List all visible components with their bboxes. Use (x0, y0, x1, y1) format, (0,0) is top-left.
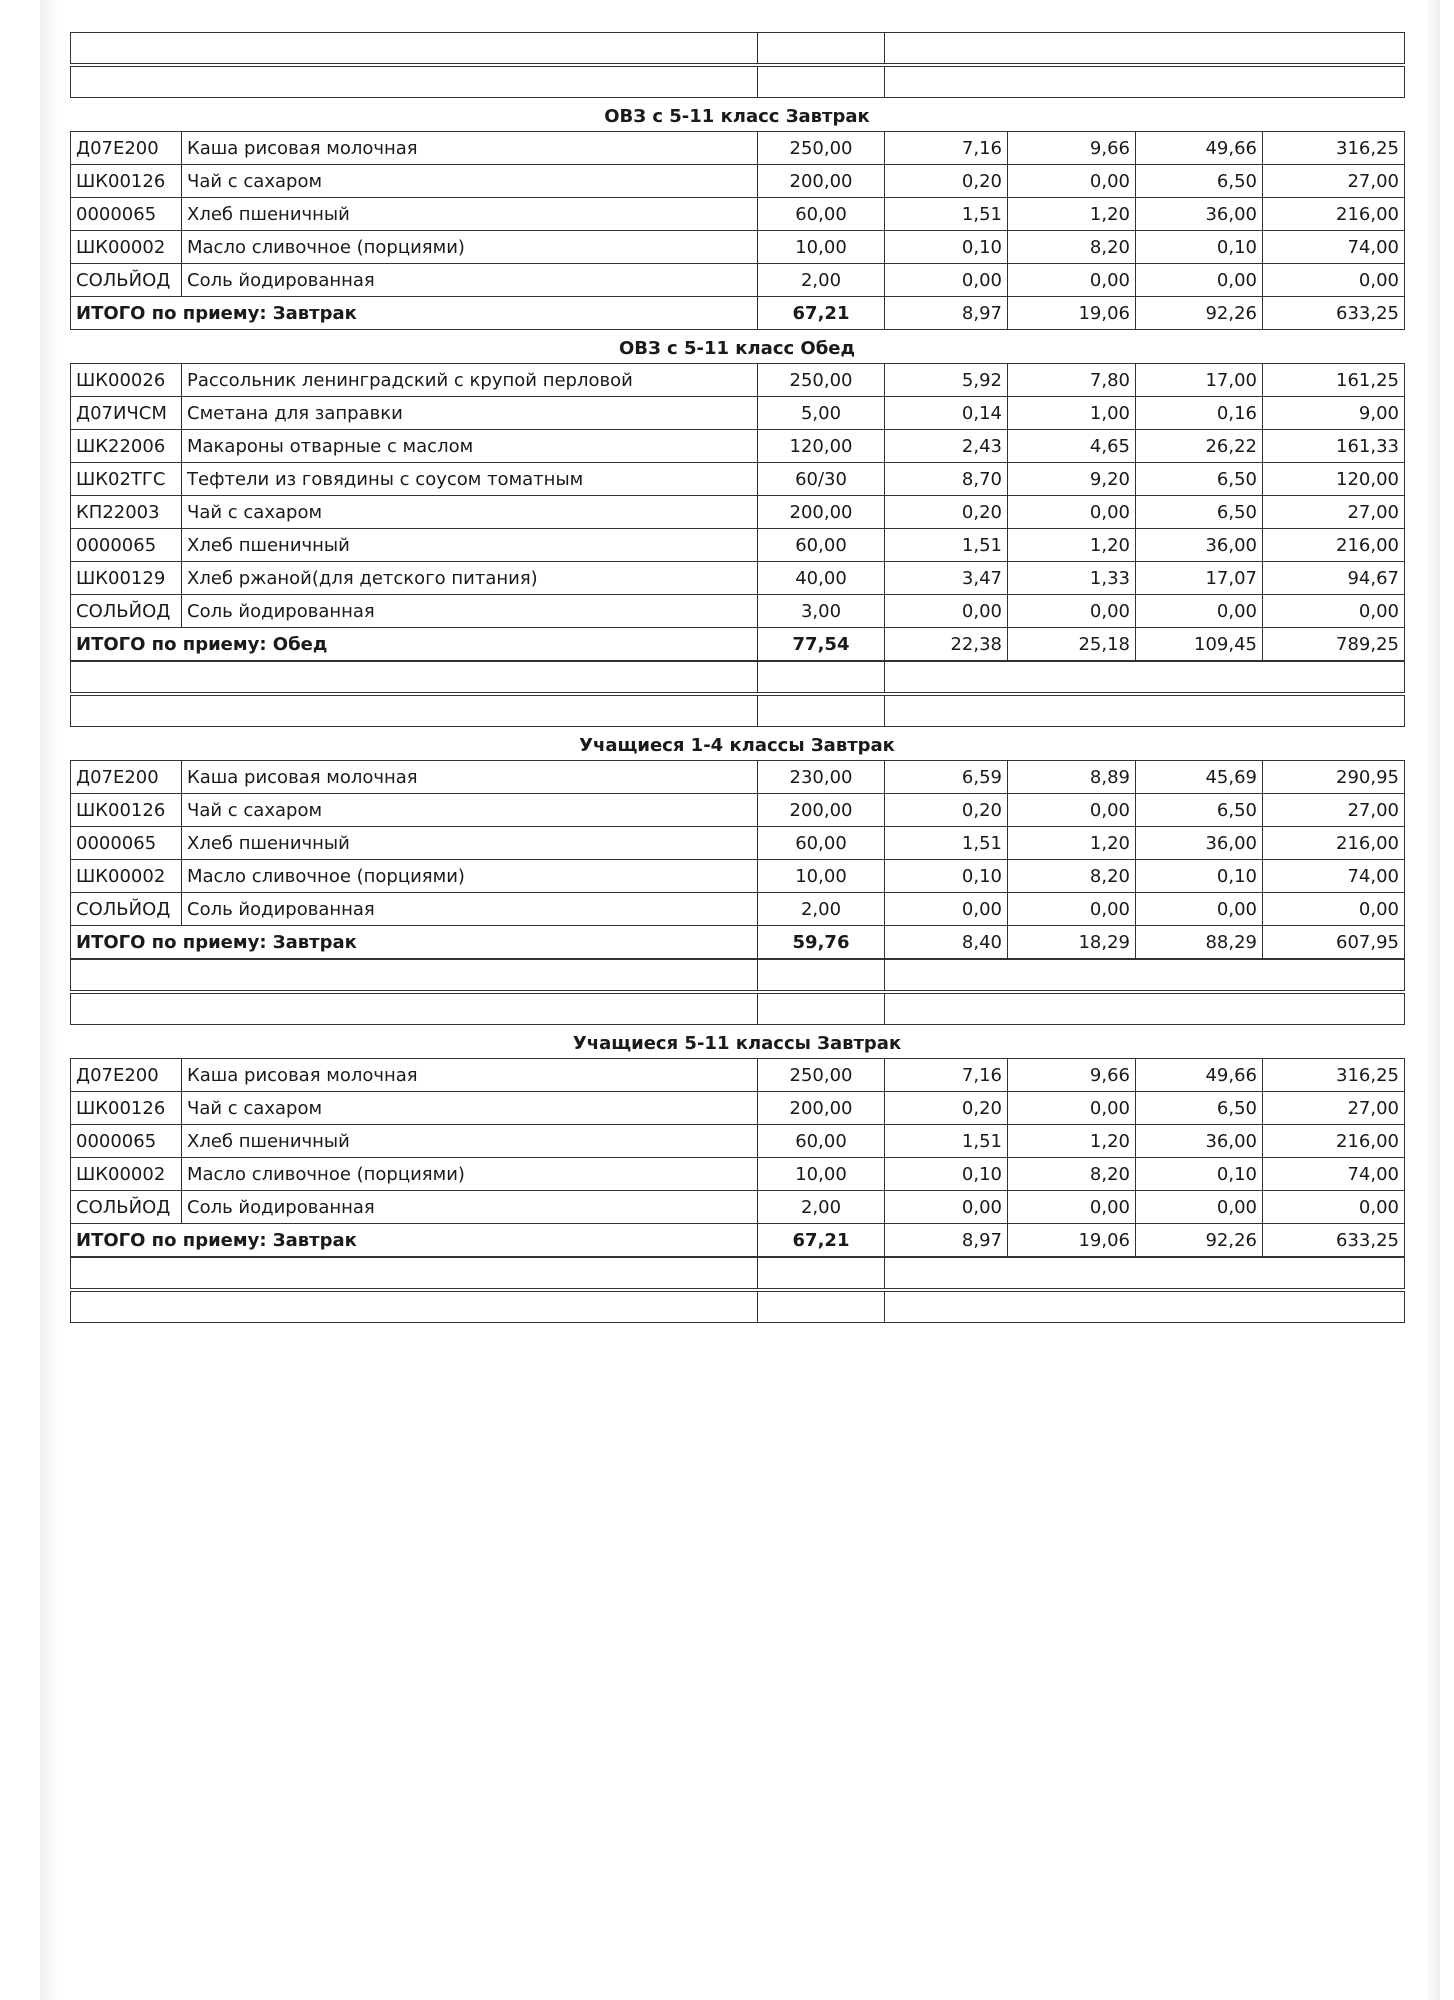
item-carbs: 45,69 (1136, 761, 1263, 794)
item-proteins: 0,10 (885, 1158, 1008, 1191)
item-quantity: 200,00 (758, 794, 885, 827)
section-table (70, 363, 1405, 661)
item-carbs: 0,00 (1136, 893, 1263, 926)
item-code: Д07Е200 (71, 1059, 182, 1092)
item-proteins: 0,20 (885, 794, 1008, 827)
table-row (71, 231, 1405, 264)
item-quantity: 250,00 (758, 364, 885, 397)
item-quantity: 2,00 (758, 264, 885, 297)
item-fats: 7,80 (1008, 364, 1136, 397)
item-fats: 8,89 (1008, 761, 1136, 794)
table-row (71, 1092, 1405, 1125)
item-carbs: 0,10 (1136, 231, 1263, 264)
item-energy: 216,00 (1263, 1125, 1405, 1158)
item-energy: 74,00 (1263, 860, 1405, 893)
section-table (70, 131, 1405, 330)
item-quantity: 10,00 (758, 860, 885, 893)
item-quantity: 60,00 (758, 529, 885, 562)
table-row (71, 794, 1405, 827)
table-row (71, 198, 1405, 231)
item-energy: 74,00 (1263, 231, 1405, 264)
item-code: ШК00002 (71, 1158, 182, 1191)
item-proteins: 0,14 (885, 397, 1008, 430)
item-quantity: 230,00 (758, 761, 885, 794)
item-energy: 0,00 (1263, 893, 1405, 926)
item-quantity: 200,00 (758, 496, 885, 529)
item-quantity: 2,00 (758, 1191, 885, 1224)
item-name: Хлеб ржаной(для детского питания) (182, 562, 758, 595)
item-carbs: 6,50 (1136, 463, 1263, 496)
total-fats: 18,29 (1008, 926, 1136, 959)
item-energy: 316,25 (1263, 1059, 1405, 1092)
item-energy: 0,00 (1263, 264, 1405, 297)
item-energy: 74,00 (1263, 1158, 1405, 1191)
item-carbs: 49,66 (1136, 132, 1263, 165)
menu-document (70, 32, 1404, 1323)
item-energy: 0,00 (1263, 1191, 1405, 1224)
item-fats: 1,20 (1008, 198, 1136, 231)
item-quantity: 250,00 (758, 132, 885, 165)
table-row (71, 1158, 1405, 1191)
item-code: Д07Е200 (71, 132, 182, 165)
item-code: СОЛЬЙОД (71, 264, 182, 297)
item-energy: 290,95 (1263, 761, 1405, 794)
blank-table (70, 959, 1405, 1025)
item-fats: 1,20 (1008, 529, 1136, 562)
item-name: Соль йодированная (182, 1191, 758, 1224)
total-row (71, 628, 1405, 661)
item-carbs: 17,07 (1136, 562, 1263, 595)
item-quantity: 200,00 (758, 1092, 885, 1125)
item-quantity: 250,00 (758, 1059, 885, 1092)
item-carbs: 26,22 (1136, 430, 1263, 463)
blank-table (70, 32, 1405, 98)
total-carbs: 92,26 (1136, 1224, 1263, 1257)
item-name: Масло сливочное (порциями) (182, 860, 758, 893)
item-proteins: 7,16 (885, 132, 1008, 165)
item-fats: 0,00 (1008, 264, 1136, 297)
item-code: ШК00129 (71, 562, 182, 595)
table-row (71, 595, 1405, 628)
item-name: Каша рисовая молочная (182, 1059, 758, 1092)
item-quantity: 60,00 (758, 827, 885, 860)
item-name: Хлеб пшеничный (182, 529, 758, 562)
item-code: ШК02ТГС (71, 463, 182, 496)
item-carbs: 36,00 (1136, 198, 1263, 231)
item-carbs: 6,50 (1136, 165, 1263, 198)
total-quantity: 77,54 (758, 628, 885, 661)
section-title: Учащиеся 1-4 классы Завтрак (579, 735, 895, 756)
table-row (71, 562, 1405, 595)
total-carbs: 92,26 (1136, 297, 1263, 330)
item-proteins: 7,16 (885, 1059, 1008, 1092)
item-carbs: 36,00 (1136, 529, 1263, 562)
total-quantity: 67,21 (758, 297, 885, 330)
item-fats: 9,66 (1008, 132, 1136, 165)
item-proteins: 0,00 (885, 595, 1008, 628)
item-code: ШК00002 (71, 231, 182, 264)
total-label: ИТОГО по приему: Завтрак (71, 297, 758, 330)
item-fats: 0,00 (1008, 1092, 1136, 1125)
item-carbs: 36,00 (1136, 1125, 1263, 1158)
item-name: Сметана для заправки (182, 397, 758, 430)
table-row (71, 463, 1405, 496)
item-name: Соль йодированная (182, 595, 758, 628)
item-code: 0000065 (71, 529, 182, 562)
item-code: 0000065 (71, 198, 182, 231)
item-quantity: 120,00 (758, 430, 885, 463)
item-carbs: 0,10 (1136, 860, 1263, 893)
table-row (71, 1191, 1405, 1224)
table-row (71, 529, 1405, 562)
item-energy: 94,67 (1263, 562, 1405, 595)
item-energy: 120,00 (1263, 463, 1405, 496)
section-table (70, 760, 1405, 959)
total-energy: 633,25 (1263, 297, 1405, 330)
table-row (71, 860, 1405, 893)
item-energy: 316,25 (1263, 132, 1405, 165)
total-row (71, 297, 1405, 330)
item-fats: 0,00 (1008, 165, 1136, 198)
scan-shadow-left (40, 0, 58, 2000)
item-name: Тефтели из говядины с соусом томатным (182, 463, 758, 496)
item-fats: 1,20 (1008, 827, 1136, 860)
item-quantity: 3,00 (758, 595, 885, 628)
item-carbs: 0,16 (1136, 397, 1263, 430)
item-quantity: 5,00 (758, 397, 885, 430)
item-fats: 0,00 (1008, 1191, 1136, 1224)
item-name: Соль йодированная (182, 264, 758, 297)
table-row (71, 430, 1405, 463)
item-code: ШК22006 (71, 430, 182, 463)
item-carbs: 6,50 (1136, 794, 1263, 827)
item-code: ШК00126 (71, 794, 182, 827)
total-energy: 633,25 (1263, 1224, 1405, 1257)
item-energy: 216,00 (1263, 198, 1405, 231)
item-name: Макароны отварные с маслом (182, 430, 758, 463)
item-code: 0000065 (71, 827, 182, 860)
table-row (71, 397, 1405, 430)
item-fats: 1,33 (1008, 562, 1136, 595)
total-carbs: 109,45 (1136, 628, 1263, 661)
item-code: СОЛЬЙОД (71, 1191, 182, 1224)
item-name: Каша рисовая молочная (182, 761, 758, 794)
table-row (71, 496, 1405, 529)
blank-table (70, 661, 1405, 727)
item-energy: 0,00 (1263, 595, 1405, 628)
item-carbs: 49,66 (1136, 1059, 1263, 1092)
table-row (71, 1059, 1405, 1092)
item-energy: 27,00 (1263, 165, 1405, 198)
item-code: ШК00002 (71, 860, 182, 893)
section-title: Учащиеся 5-11 классы Завтрак (572, 1033, 902, 1054)
item-quantity: 10,00 (758, 1158, 885, 1191)
item-energy: 161,25 (1263, 364, 1405, 397)
item-proteins: 5,92 (885, 364, 1008, 397)
item-name: Чай с сахаром (182, 794, 758, 827)
item-proteins: 2,43 (885, 430, 1008, 463)
total-energy: 607,95 (1263, 926, 1405, 959)
item-fats: 8,20 (1008, 231, 1136, 264)
item-name: Хлеб пшеничный (182, 1125, 758, 1158)
item-carbs: 36,00 (1136, 827, 1263, 860)
item-carbs: 6,50 (1136, 1092, 1263, 1125)
item-proteins: 1,51 (885, 827, 1008, 860)
item-carbs: 0,00 (1136, 1191, 1263, 1224)
blank-table (70, 1257, 1405, 1323)
section-title: ОВЗ с 5-11 класс Обед (618, 338, 856, 359)
item-name: Масло сливочное (порциями) (182, 231, 758, 264)
item-proteins: 0,00 (885, 893, 1008, 926)
item-proteins: 0,00 (885, 264, 1008, 297)
total-proteins: 8,40 (885, 926, 1008, 959)
item-code: ШК00126 (71, 165, 182, 198)
item-code: ШК00126 (71, 1092, 182, 1125)
item-proteins: 8,70 (885, 463, 1008, 496)
item-carbs: 17,00 (1136, 364, 1263, 397)
total-label: ИТОГО по приему: Завтрак (71, 926, 758, 959)
total-proteins: 8,97 (885, 297, 1008, 330)
item-name: Чай с сахаром (182, 496, 758, 529)
item-fats: 1,20 (1008, 1125, 1136, 1158)
total-quantity: 59,76 (758, 926, 885, 959)
item-quantity: 200,00 (758, 165, 885, 198)
item-quantity: 10,00 (758, 231, 885, 264)
section-title: ОВЗ с 5-11 класс Завтрак (604, 106, 870, 127)
item-energy: 216,00 (1263, 827, 1405, 860)
item-fats: 1,00 (1008, 397, 1136, 430)
item-carbs: 6,50 (1136, 496, 1263, 529)
item-fats: 9,66 (1008, 1059, 1136, 1092)
item-energy: 27,00 (1263, 496, 1405, 529)
total-energy: 789,25 (1263, 628, 1405, 661)
item-name: Хлеб пшеничный (182, 827, 758, 860)
total-fats: 25,18 (1008, 628, 1136, 661)
total-quantity: 67,21 (758, 1224, 885, 1257)
item-proteins: 1,51 (885, 529, 1008, 562)
item-proteins: 0,10 (885, 231, 1008, 264)
item-name: Рассольник ленинградский с крупой перловой (182, 364, 758, 397)
item-energy: 161,33 (1263, 430, 1405, 463)
item-proteins: 0,20 (885, 165, 1008, 198)
item-quantity: 60/30 (758, 463, 885, 496)
item-energy: 27,00 (1263, 794, 1405, 827)
item-quantity: 60,00 (758, 1125, 885, 1158)
item-code: СОЛЬЙОД (71, 893, 182, 926)
item-proteins: 0,10 (885, 860, 1008, 893)
item-energy: 216,00 (1263, 529, 1405, 562)
total-label: ИТОГО по приему: Обед (71, 628, 758, 661)
item-fats: 9,20 (1008, 463, 1136, 496)
total-proteins: 8,97 (885, 1224, 1008, 1257)
item-code: СОЛЬЙОД (71, 595, 182, 628)
item-code: Д07Е200 (71, 761, 182, 794)
item-name: Масло сливочное (порциями) (182, 1158, 758, 1191)
total-proteins: 22,38 (885, 628, 1008, 661)
item-proteins: 3,47 (885, 562, 1008, 595)
table-row (71, 264, 1405, 297)
item-fats: 8,20 (1008, 860, 1136, 893)
scan-shadow-right (1426, 0, 1440, 2000)
total-row (71, 926, 1405, 959)
item-quantity: 40,00 (758, 562, 885, 595)
item-fats: 4,65 (1008, 430, 1136, 463)
item-fats: 0,00 (1008, 496, 1136, 529)
item-name: Хлеб пшеничный (182, 198, 758, 231)
item-name: Соль йодированная (182, 893, 758, 926)
item-name: Чай с сахаром (182, 1092, 758, 1125)
table-row (71, 761, 1405, 794)
total-label: ИТОГО по приему: Завтрак (71, 1224, 758, 1257)
item-proteins: 1,51 (885, 1125, 1008, 1158)
total-row (71, 1224, 1405, 1257)
item-proteins: 0,20 (885, 1092, 1008, 1125)
table-row (71, 165, 1405, 198)
item-carbs: 0,10 (1136, 1158, 1263, 1191)
item-name: Каша рисовая молочная (182, 132, 758, 165)
item-proteins: 6,59 (885, 761, 1008, 794)
table-row (71, 827, 1405, 860)
item-quantity: 60,00 (758, 198, 885, 231)
item-code: Д07ИЧСМ (71, 397, 182, 430)
item-code: КП22003 (71, 496, 182, 529)
item-carbs: 0,00 (1136, 264, 1263, 297)
table-row (71, 132, 1405, 165)
item-code: 0000065 (71, 1125, 182, 1158)
item-fats: 0,00 (1008, 794, 1136, 827)
item-proteins: 0,00 (885, 1191, 1008, 1224)
table-row (71, 1125, 1405, 1158)
item-energy: 9,00 (1263, 397, 1405, 430)
table-row (71, 893, 1405, 926)
item-fats: 8,20 (1008, 1158, 1136, 1191)
section-table (70, 1058, 1405, 1257)
item-code: ШК00026 (71, 364, 182, 397)
item-proteins: 0,20 (885, 496, 1008, 529)
item-fats: 0,00 (1008, 893, 1136, 926)
total-carbs: 88,29 (1136, 926, 1263, 959)
total-fats: 19,06 (1008, 1224, 1136, 1257)
item-fats: 0,00 (1008, 595, 1136, 628)
total-fats: 19,06 (1008, 297, 1136, 330)
item-name: Чай с сахаром (182, 165, 758, 198)
item-proteins: 1,51 (885, 198, 1008, 231)
item-carbs: 0,00 (1136, 595, 1263, 628)
item-energy: 27,00 (1263, 1092, 1405, 1125)
item-quantity: 2,00 (758, 893, 885, 926)
table-row (71, 364, 1405, 397)
